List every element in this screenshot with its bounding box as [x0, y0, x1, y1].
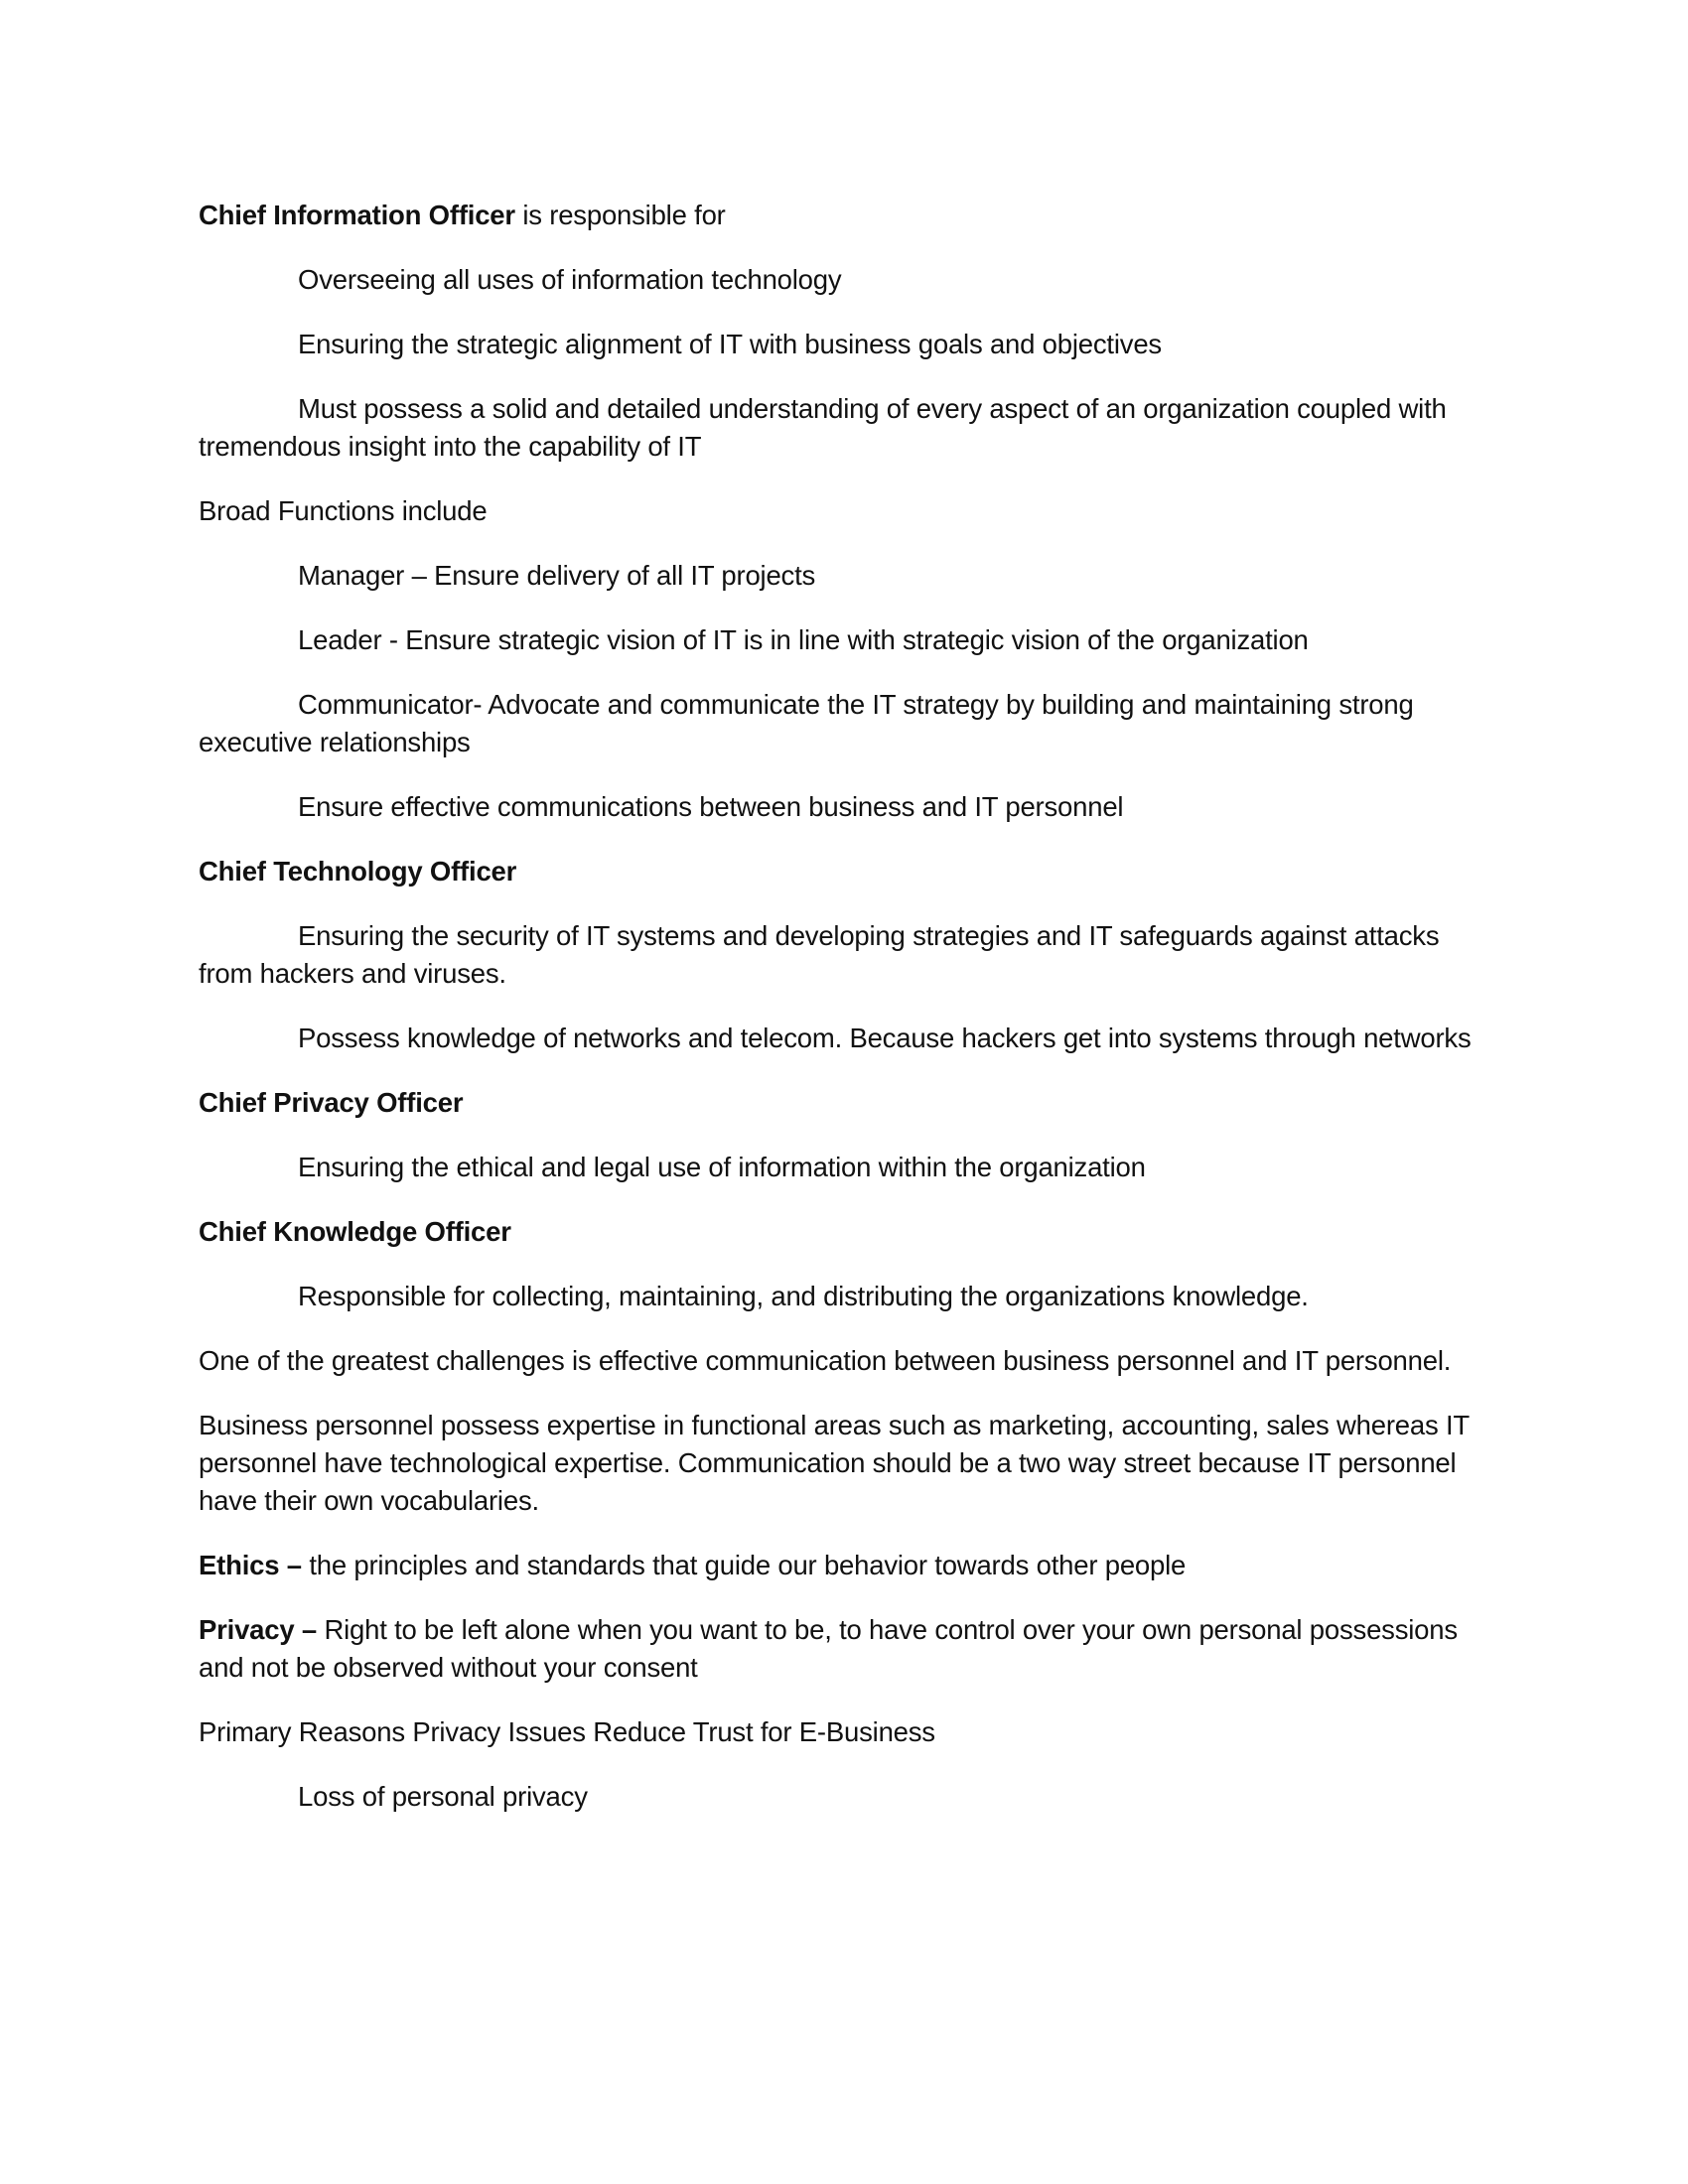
paragraph-ethics-definition	[199, 1547, 1499, 1584]
paragraph-text: the principles and standards that guide our behavior towards other people	[301, 1550, 1187, 1580]
paragraph-text: Ensuring the ethical and legal use of information within the organization	[298, 1152, 1146, 1182]
paragraph-function-manager	[199, 557, 1499, 595]
paragraph-cto-heading	[199, 853, 1499, 890]
document-body	[199, 197, 1499, 1843]
paragraph-text: Must possess a solid and detailed understanding of every aspect of an organization coupled with tremendous insight into the capability of IT	[199, 393, 1447, 462]
paragraph-cko-duty-1	[199, 1278, 1499, 1315]
paragraph-text: Overseeing all uses of information technology	[298, 264, 842, 295]
paragraph-cpo-heading	[199, 1084, 1499, 1122]
paragraph-text: Broad Functions include	[199, 495, 488, 526]
paragraph-text: Ensure effective communications between business and IT personnel	[298, 791, 1124, 822]
paragraph-text: One of the greatest challenges is effective communication between business personnel and IT personnel.	[199, 1345, 1452, 1376]
paragraph-function-leader	[199, 621, 1499, 659]
paragraph-cko-heading	[199, 1213, 1499, 1251]
paragraph-privacy-definition	[199, 1611, 1499, 1687]
paragraph-cio-duty-3	[199, 390, 1499, 466]
paragraph-text: Primary Reasons Privacy Issues Reduce Trust for E-Business	[199, 1716, 935, 1747]
bold-term: Chief Information Officer	[199, 200, 515, 230]
paragraph-challenges	[199, 1342, 1499, 1380]
paragraph-text: Possess knowledge of networks and telecom. Because hackers get into systems through networks	[298, 1023, 1472, 1053]
bold-term: Ethics –	[199, 1550, 302, 1580]
paragraph-text: Manager – Ensure delivery of all IT projects	[298, 560, 816, 591]
paragraph-text: Responsible for collecting, maintaining, and distributing the organizations knowledge.	[298, 1281, 1309, 1311]
paragraph-text: Leader - Ensure strategic vision of IT is in line with strategic vision of the organization	[298, 624, 1309, 655]
paragraph-text: Right to be left alone when you want to be, to have control over your own personal possessions and not be observed without your consent	[199, 1614, 1458, 1683]
paragraph-text: Loss of personal privacy	[298, 1781, 588, 1812]
paragraph-broad-functions	[199, 492, 1499, 530]
paragraph-cto-duty-1	[199, 917, 1499, 993]
paragraph-text: Ensuring the security of IT systems and developing strategies and IT safeguards against attacks from hackers and viruses.	[199, 920, 1440, 989]
paragraph-privacy-reasons	[199, 1713, 1499, 1751]
paragraph-business-personnel	[199, 1407, 1499, 1520]
paragraph-privacy-reason-1	[199, 1778, 1499, 1816]
bold-term: Chief Technology Officer	[199, 856, 517, 887]
paragraph-cio-duty-1	[199, 261, 1499, 299]
bold-term: Chief Knowledge Officer	[199, 1216, 511, 1247]
bold-term: Privacy –	[199, 1614, 317, 1645]
paragraph-cio-heading	[199, 197, 1499, 234]
paragraph-function-communicator	[199, 686, 1499, 761]
paragraph-function-communications	[199, 788, 1499, 826]
paragraph-text: Communicator- Advocate and communicate the IT strategy by building and maintaining strong executive relationships	[199, 689, 1414, 757]
paragraph-cio-duty-2	[199, 326, 1499, 363]
paragraph-text: Ensuring the strategic alignment of IT with business goals and objectives	[298, 329, 1162, 359]
paragraph-cto-duty-2	[199, 1020, 1499, 1057]
paragraph-cpo-duty-1	[199, 1149, 1499, 1186]
paragraph-text: is responsible for	[514, 200, 726, 230]
paragraph-text: Business personnel possess expertise in functional areas such as marketing, accounting, sales whereas IT personnel have technological expertise. Communication should be a two way street because IT personnel have their own vocabularies.	[199, 1410, 1470, 1516]
bold-term: Chief Privacy Officer	[199, 1087, 464, 1118]
